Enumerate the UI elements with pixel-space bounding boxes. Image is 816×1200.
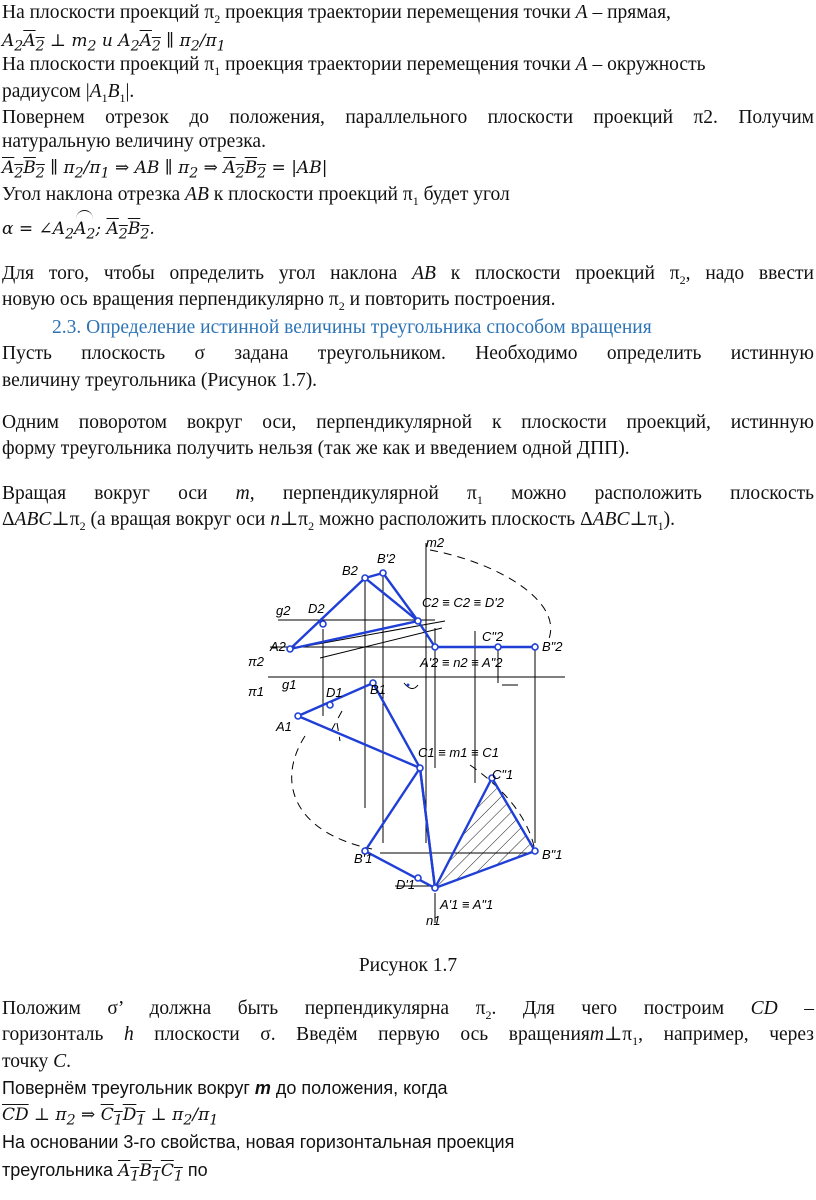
figure-caption: Рисунок 1.7 <box>358 955 458 976</box>
text-line-3: На плоскости проекций $\pi_1$ проекция траектории перемещения точки A – окружность <box>2 54 706 78</box>
text-line-4: радиусом $|A_1B_1|$. <box>2 81 135 105</box>
label-g1: g1 <box>282 677 297 692</box>
text-line-19: горизонталь h плоскости σ. Введём первую ось $вращенияm\perp\pi_1$, например, через <box>2 1024 815 1048</box>
label-c2pp: C"2 <box>482 629 504 644</box>
right-angle-mark <box>404 683 418 689</box>
text-line-12: Пусть плоскость σ задана треугольником. Необходимо определить истинную <box>2 343 814 364</box>
label-b2p: B'2 <box>377 551 396 566</box>
label-d2: D2 <box>308 601 325 616</box>
text-line-1: На плоскости проекций $\pi_2$ проекция траектории перемещения точки A – прямая, <box>2 2 671 26</box>
text-line-20: точку C. <box>2 1051 72 1072</box>
text-line-11: новую ось вращения перпендикулярно $\pi_2$ и повторить построения. <box>2 289 556 313</box>
label-d1: D1 <box>326 685 343 700</box>
text-line-17: $\Delta ABC\perp\pi_2$ (а вращая вокруг оси $n\perp\pi_2$ можно расположить плоскость $\Delta ABC\perp\pi_1$). <box>2 509 676 533</box>
label-n1: n1 <box>426 913 441 928</box>
label-g2: g2 <box>276 603 291 618</box>
text-line-23: На основании 3-го свойства, новая горизонтальная проекция <box>2 1132 515 1152</box>
label-d1p: D'1 <box>396 877 416 892</box>
label-a1: A1 <box>276 719 292 734</box>
formula-a2b2-parallel: $A_2B_2$ ∥ $\pi_2/\pi_1$ ⇒ AB ∥ $\pi_2$ ⇒ $A_2B_2 = |AB|$ <box>2 158 328 182</box>
label-pi1: π1 <box>248 684 264 699</box>
right-angle-dot <box>407 684 410 687</box>
label-a2: A2 <box>270 639 286 654</box>
text-line-6: натуральную величину отрезка. <box>2 131 266 152</box>
text-line-15: форму треугольника получить нельзя (так же как и введением одной ДПП). <box>2 438 630 459</box>
text-line-8: Угол наклона отрезка AB к плоскости проекций $\pi_1$ будет угол <box>2 184 510 208</box>
formula-alpha: $\alpha = \angle A_2A_2$; $A_2B_2$. <box>2 217 155 246</box>
label-c2eq: C2 ≡ C2 ≡ D'2 <box>422 595 504 610</box>
label-b1: B1 <box>370 682 386 697</box>
label-b1pp: B"1 <box>542 847 563 862</box>
text-line-24: треугольника $A_1B_1C_1$ по <box>2 1160 208 1185</box>
label-pi2: π2 <box>248 654 264 669</box>
text-line-13: величину треугольника (Рисунок 1.7). <box>2 370 318 391</box>
text-line-10: Для того, чтобы определить угол наклона AB к плоскости проекций $\pi_2$, надо ввести <box>2 263 814 287</box>
figure-1-7 <box>230 533 590 933</box>
text-line-18: Положим σ’ должна быть перпендикулярна $\pi_2$. Для чего построим CD – <box>2 998 814 1022</box>
text-line-21: Повернём треугольник вокруг m до положения, когда <box>2 1078 448 1098</box>
label-a1eq: A'1 ≡ A"1 <box>440 897 494 912</box>
label-a2eq: A'2 ≡ n2 ≡ A"2 <box>420 655 503 670</box>
label-b2pp: B"2 <box>542 639 563 654</box>
label-b2: B2 <box>342 563 358 578</box>
label-c1eq: C1 ≡ m1 ≡ C1 <box>418 745 499 760</box>
text-line-5: Повернем отрезок до положения, параллельного плоскости проекций π2. Получим <box>2 107 814 128</box>
label-c1pp: C"1 <box>492 767 514 782</box>
label-b1p: B'1 <box>354 851 373 866</box>
section-heading: 2.3. Определение истинной величины треугольника способом вращения <box>52 317 652 338</box>
text-line-16: Вращая вокруг оси m, перпендикулярной $\pi_1$ можно расположить плоскость <box>2 483 815 507</box>
true-shape-hatch <box>435 778 535 888</box>
label-m2: m2 <box>426 535 445 550</box>
formula-cd-perp: $\overline{CD}$ ⊥ $\pi_2$ ⇒ $C_1D_1$ ⊥ $\pi_2/\pi_1$ <box>2 1105 219 1129</box>
text-line-14: Одним поворотом вокруг оси, перпендикулярной к плоскости проекций, истинную <box>2 412 814 433</box>
formula-a2-perp: $A_2A_2$ ⊥ $m_2$ и $A_2A_2$ ∥ $\pi_2/\pi_1$ <box>2 31 226 55</box>
construction-lines <box>268 543 565 923</box>
